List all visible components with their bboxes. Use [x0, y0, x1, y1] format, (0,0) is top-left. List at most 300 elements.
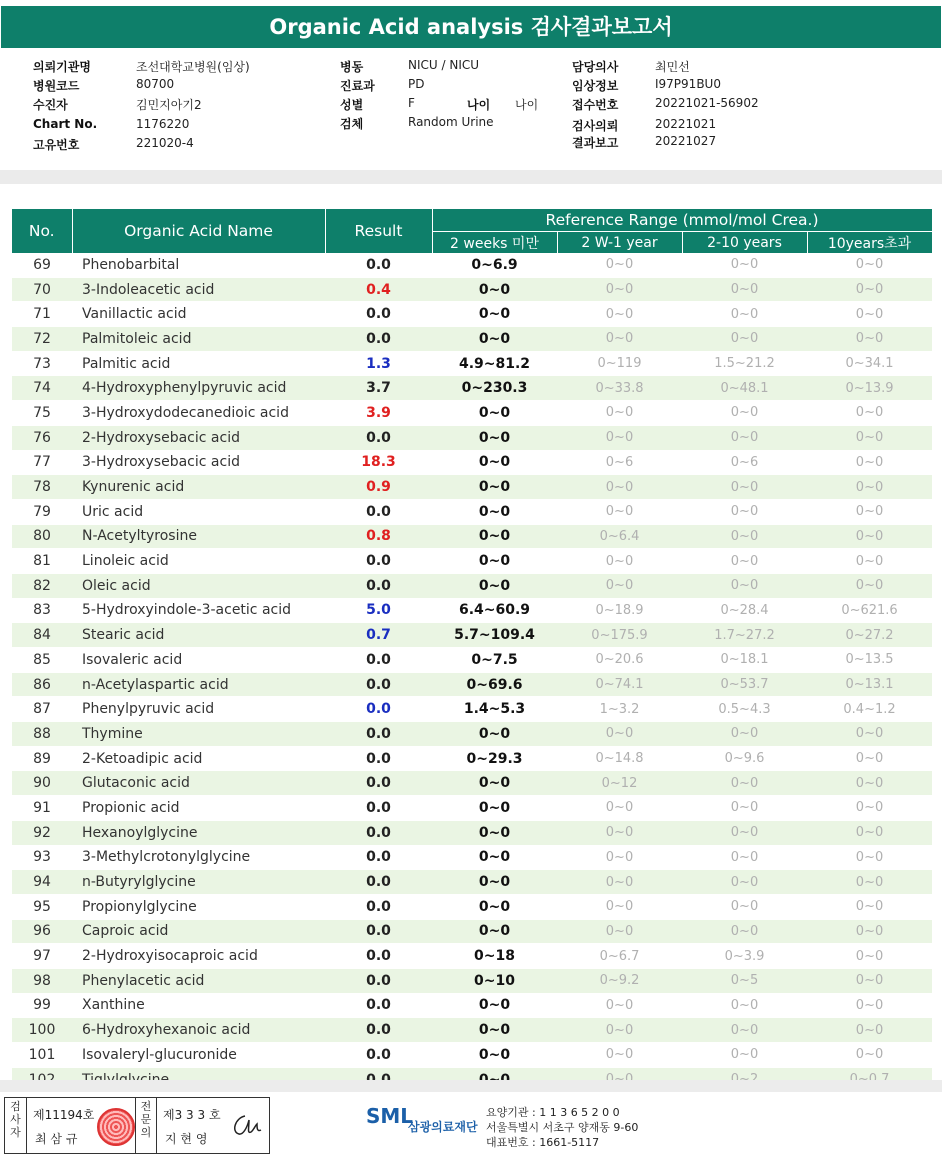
result-value: 0.0 [325, 1018, 432, 1043]
range-10y-plus: 0~0 [807, 425, 932, 450]
range-2weeks: 0~0 [432, 573, 557, 598]
table-row [12, 894, 932, 919]
range-2w-1y: 0~6 [557, 450, 682, 475]
range-10y-plus: 0~0 [807, 401, 932, 426]
range-2-10y: 0~0 [682, 845, 807, 870]
acid-name: Propionic acid [72, 796, 325, 821]
row-number: 83 [12, 598, 72, 623]
range-2weeks: 0~0 [432, 845, 557, 870]
result-value: 0.0 [325, 253, 432, 277]
range-2w-1y: 0~0 [557, 302, 682, 327]
range-2weeks: 0~6.9 [432, 253, 557, 277]
range-10y-plus: 0~0 [807, 253, 932, 277]
info-value: 20221021-56902 [655, 96, 759, 110]
range-10y-plus: 0~0 [807, 549, 932, 574]
row-number: 77 [12, 450, 72, 475]
table-row [12, 993, 932, 1018]
range-2-10y: 0~0 [682, 499, 807, 524]
range-2-10y: 0~0 [682, 302, 807, 327]
section-divider [0, 170, 942, 184]
info-label: 검사의뢰 [572, 119, 619, 133]
acid-name: Isovaleryl-glucuronide [72, 1043, 325, 1068]
range-2-10y: 0~0 [682, 1018, 807, 1043]
range-2weeks: 0~0 [432, 894, 557, 919]
table-row [12, 573, 932, 598]
range-2-10y: 0~0 [682, 993, 807, 1018]
age-value: 나이 [515, 98, 539, 112]
acid-name: n-Butyrylglycine [72, 870, 325, 895]
range-2weeks: 0~0 [432, 450, 557, 475]
range-2weeks: 0~0 [432, 327, 557, 352]
acid-name: Isovaleric acid [72, 648, 325, 673]
info-label: 접수번호 [572, 98, 619, 112]
range-10y-plus: 0~0 [807, 993, 932, 1018]
header-name: Organic Acid Name [72, 209, 325, 253]
range-2-10y: 0~5 [682, 968, 807, 993]
organic-acid-table [12, 209, 933, 1092]
range-10y-plus: 0~0 [807, 499, 932, 524]
range-10y-plus: 0.4~1.2 [807, 697, 932, 722]
range-10y-plus: 0~27.2 [807, 623, 932, 648]
range-2w-1y: 0~0 [557, 894, 682, 919]
table-row [12, 722, 932, 747]
row-number: 91 [12, 796, 72, 821]
range-2w-1y: 0~175.9 [557, 623, 682, 648]
result-value: 0.0 [325, 968, 432, 993]
info-label: 병동 [340, 60, 364, 74]
result-value: 0.0 [325, 672, 432, 697]
table-row [12, 672, 932, 697]
row-number: 74 [12, 376, 72, 401]
acid-name: Xanthine [72, 993, 325, 1018]
range-2-10y: 0~0 [682, 327, 807, 352]
range-2-10y: 0~0 [682, 771, 807, 796]
range-2weeks: 0~18 [432, 944, 557, 969]
info-value: 221020-4 [136, 136, 194, 150]
range-2w-1y: 0~18.9 [557, 598, 682, 623]
result-value: 0.0 [325, 499, 432, 524]
table-row [12, 746, 932, 771]
report-title: Organic Acid analysis 검사결과보고서 [1, 6, 941, 48]
result-value: 0.0 [325, 845, 432, 870]
range-2-10y: 0~0 [682, 253, 807, 277]
info-value: 80700 [136, 77, 175, 91]
row-number: 88 [12, 722, 72, 747]
address: 서울특별시 서초구 양재동 9-60 [486, 1121, 639, 1134]
acid-name: Vanillactic acid [72, 302, 325, 327]
range-2-10y: 0~0 [682, 549, 807, 574]
range-10y-plus: 0~0 [807, 1043, 932, 1068]
acid-name: 3-Hydroxysebacic acid [72, 450, 325, 475]
row-number: 98 [12, 968, 72, 993]
table-row [12, 549, 932, 574]
table-row [12, 796, 932, 821]
range-2w-1y: 0~6.4 [557, 524, 682, 549]
range-2weeks: 5.7~109.4 [432, 623, 557, 648]
range-2w-1y: 0~6.7 [557, 944, 682, 969]
info-value: Random Urine [408, 115, 494, 129]
acid-name: Caproic acid [72, 919, 325, 944]
info-value: I97P91BU0 [655, 77, 721, 91]
range-2weeks: 0~0 [432, 771, 557, 796]
acid-name: Hexanoylglycine [72, 820, 325, 845]
row-number: 96 [12, 919, 72, 944]
table-row [12, 648, 932, 673]
table-row [12, 623, 932, 648]
acid-name: 5-Hydroxyindole-3-acetic acid [72, 598, 325, 623]
table-row [12, 845, 932, 870]
range-2weeks: 0~0 [432, 993, 557, 1018]
result-value: 0.0 [325, 648, 432, 673]
acid-name: 3-Hydroxydodecanedioic acid [72, 401, 325, 426]
range-10y-plus: 0~0 [807, 820, 932, 845]
range-10y-plus: 0~13.9 [807, 376, 932, 401]
table-row [12, 499, 932, 524]
range-2w-1y: 0~0 [557, 425, 682, 450]
institution-code: 요양기관 : 1 1 3 6 5 2 0 0 [486, 1106, 620, 1119]
range-2weeks: 0~69.6 [432, 672, 557, 697]
range-10y-plus: 0~0 [807, 919, 932, 944]
table-row [12, 598, 932, 623]
range-2weeks: 0~0 [432, 475, 557, 500]
range-2-10y: 0~3.9 [682, 944, 807, 969]
range-10y-plus: 0~34.1 [807, 351, 932, 376]
range-10y-plus: 0~0 [807, 845, 932, 870]
range-2-10y: 0~0 [682, 796, 807, 821]
range-2w-1y: 0~0 [557, 573, 682, 598]
table-row [12, 944, 932, 969]
range-2-10y: 0~0 [682, 524, 807, 549]
table-row [12, 376, 932, 401]
acid-name: 2-Ketoadipic acid [72, 746, 325, 771]
result-value: 5.0 [325, 598, 432, 623]
range-2weeks: 0~10 [432, 968, 557, 993]
acid-name: 2-Hydroxyisocaproic acid [72, 944, 325, 969]
range-2weeks: 0~0 [432, 919, 557, 944]
tester-number: 제11194호 [33, 1108, 95, 1122]
range-2w-1y: 0~0 [557, 722, 682, 747]
signature-box [4, 1097, 270, 1154]
acid-name: Kynurenic acid [72, 475, 325, 500]
range-2w-1y: 0~0 [557, 475, 682, 500]
range-2weeks: 0~0 [432, 1043, 557, 1068]
result-value: 0.0 [325, 894, 432, 919]
range-2-10y: 0~18.1 [682, 648, 807, 673]
acid-name: Propionylglycine [72, 894, 325, 919]
range-2w-1y: 0~0 [557, 401, 682, 426]
range-2weeks: 0~230.3 [432, 376, 557, 401]
range-2weeks: 0~0 [432, 499, 557, 524]
range-2weeks: 0~0 [432, 277, 557, 302]
table-row [12, 425, 932, 450]
acid-name: Phenylpyruvic acid [72, 697, 325, 722]
table-row [12, 1018, 932, 1043]
range-2-10y: 0~0 [682, 277, 807, 302]
result-value: 0.0 [325, 425, 432, 450]
acid-name: Oleic acid [72, 573, 325, 598]
age-label: 나이 [467, 98, 491, 112]
range-2w-1y: 0~0 [557, 549, 682, 574]
tester-name: 최 삼 규 [35, 1132, 78, 1146]
acid-name: Phenylacetic acid [72, 968, 325, 993]
result-value: 0.0 [325, 697, 432, 722]
result-value: 0.0 [325, 327, 432, 352]
acid-name: 4-Hydroxyphenylpyruvic acid [72, 376, 325, 401]
result-value: 0.0 [325, 771, 432, 796]
range-10y-plus: 0~0 [807, 573, 932, 598]
info-label: 검체 [340, 117, 364, 131]
range-2w-1y: 0~0 [557, 499, 682, 524]
range-2-10y: 0~0 [682, 475, 807, 500]
range-10y-plus: 0~0 [807, 475, 932, 500]
range-2-10y: 0.5~4.3 [682, 697, 807, 722]
result-value: 0.0 [325, 993, 432, 1018]
tester-label: 검사자 [5, 1098, 27, 1153]
info-label: 임상정보 [572, 79, 619, 93]
range-2w-1y: 0~0 [557, 277, 682, 302]
range-2weeks: 0~0 [432, 549, 557, 574]
range-2w-1y: 0~33.8 [557, 376, 682, 401]
range-2w-1y: 0~74.1 [557, 672, 682, 697]
info-value: 최민선 [655, 60, 690, 74]
info-label: 고유번호 [33, 138, 80, 152]
range-2w-1y: 0~0 [557, 1043, 682, 1068]
result-value: 1.3 [325, 351, 432, 376]
range-2weeks: 0~0 [432, 820, 557, 845]
table-row [12, 919, 932, 944]
range-10y-plus: 0~0 [807, 524, 932, 549]
result-value: 0.0 [325, 1043, 432, 1068]
range-10y-plus: 0~0 [807, 894, 932, 919]
header-range-2-10y: 2-10 years [682, 232, 807, 254]
range-2-10y: 0~6 [682, 450, 807, 475]
result-value: 0.0 [325, 796, 432, 821]
result-value: 0.8 [325, 524, 432, 549]
seal-stamp-icon [97, 1108, 135, 1146]
result-value: 3.9 [325, 401, 432, 426]
range-2weeks: 0~0 [432, 722, 557, 747]
result-value: 0.0 [325, 870, 432, 895]
range-10y-plus: 0~0 [807, 722, 932, 747]
range-10y-plus: 0~0 [807, 796, 932, 821]
specialist-name: 지 현 영 [165, 1132, 208, 1146]
range-2w-1y: 0~0 [557, 1018, 682, 1043]
acid-name: Stearic acid [72, 623, 325, 648]
range-2w-1y: 0~0 [557, 919, 682, 944]
table-row [12, 302, 932, 327]
table-row [12, 820, 932, 845]
result-value: 0.0 [325, 722, 432, 747]
info-label: 결과보고 [572, 136, 619, 150]
table-row [12, 524, 932, 549]
range-2-10y: 0~53.7 [682, 672, 807, 697]
specialist-label: 전문의 [135, 1098, 157, 1153]
header-range-10y-plus: 10years초과 [807, 232, 932, 254]
row-number: 90 [12, 771, 72, 796]
range-2w-1y: 0~0 [557, 993, 682, 1018]
row-number: 97 [12, 944, 72, 969]
table-row [12, 475, 932, 500]
header-range-2w-1y: 2 W-1 year [557, 232, 682, 254]
range-2-10y: 0~0 [682, 919, 807, 944]
info-value: F [408, 96, 415, 110]
acid-name: Uric acid [72, 499, 325, 524]
range-10y-plus: 0~13.1 [807, 672, 932, 697]
range-2-10y: 0~0 [682, 1043, 807, 1068]
row-number: 100 [12, 1018, 72, 1043]
table-row [12, 327, 932, 352]
footer-divider [0, 1080, 942, 1092]
info-label: Chart No. [33, 117, 98, 131]
range-2-10y: 1.5~21.2 [682, 351, 807, 376]
info-label: 성별 [340, 98, 364, 112]
info-label: 진료과 [340, 79, 375, 93]
row-number: 94 [12, 870, 72, 895]
row-number: 69 [12, 253, 72, 277]
range-2weeks: 0~0 [432, 524, 557, 549]
range-10y-plus: 0~0 [807, 771, 932, 796]
acid-name: Glutaconic acid [72, 771, 325, 796]
range-2-10y: 0~48.1 [682, 376, 807, 401]
info-label: 수진자 [33, 98, 68, 112]
result-value: 0.0 [325, 549, 432, 574]
result-value: 0.0 [325, 302, 432, 327]
info-value: PD [408, 77, 425, 91]
info-value: 20221027 [655, 134, 717, 148]
range-2weeks: 1.4~5.3 [432, 697, 557, 722]
row-number: 89 [12, 746, 72, 771]
row-number: 85 [12, 648, 72, 673]
range-2weeks: 0~29.3 [432, 746, 557, 771]
row-number: 84 [12, 623, 72, 648]
org-name: 삼광의료재단 [408, 1120, 478, 1134]
row-number: 82 [12, 573, 72, 598]
result-value: 0.4 [325, 277, 432, 302]
range-2-10y: 0~0 [682, 401, 807, 426]
range-2w-1y: 1~3.2 [557, 697, 682, 722]
acid-name: Phenobarbital [72, 253, 325, 277]
range-2w-1y: 0~0 [557, 327, 682, 352]
phone: 대표번호 : 1661-5117 [486, 1136, 600, 1149]
range-2-10y: 0~0 [682, 894, 807, 919]
range-2weeks: 0~0 [432, 1018, 557, 1043]
table-row [12, 277, 932, 302]
header-range-2weeks: 2 weeks 미만 [432, 232, 557, 254]
table-row [12, 351, 932, 376]
acid-name: Linoleic acid [72, 549, 325, 574]
row-number: 87 [12, 697, 72, 722]
range-2w-1y: 0~9.2 [557, 968, 682, 993]
acid-name: 3-Indoleacetic acid [72, 277, 325, 302]
result-value: 0.0 [325, 746, 432, 771]
range-2-10y: 0~28.4 [682, 598, 807, 623]
row-number: 70 [12, 277, 72, 302]
info-value: 20221021 [655, 117, 717, 131]
range-10y-plus: 0~0 [807, 746, 932, 771]
range-10y-plus: 0~0 [807, 968, 932, 993]
row-number: 78 [12, 475, 72, 500]
range-2-10y: 1.7~27.2 [682, 623, 807, 648]
row-number: 72 [12, 327, 72, 352]
acid-name: 6-Hydroxyhexanoic acid [72, 1018, 325, 1043]
row-number: 92 [12, 820, 72, 845]
result-value: 0.0 [325, 944, 432, 969]
acid-name: 3-Methylcrotonylglycine [72, 845, 325, 870]
info-label: 담당의사 [572, 60, 619, 74]
range-2w-1y: 0~0 [557, 845, 682, 870]
row-number: 80 [12, 524, 72, 549]
range-10y-plus: 0~0 [807, 277, 932, 302]
range-2weeks: 0~0 [432, 796, 557, 821]
range-2weeks: 0~0 [432, 401, 557, 426]
range-2w-1y: 0~0 [557, 253, 682, 277]
row-number: 73 [12, 351, 72, 376]
row-number: 101 [12, 1043, 72, 1068]
range-2weeks: 0~0 [432, 870, 557, 895]
range-2w-1y: 0~0 [557, 796, 682, 821]
range-10y-plus: 0~0 [807, 870, 932, 895]
result-value: 0.7 [325, 623, 432, 648]
info-label: 병원코드 [33, 79, 80, 93]
range-2weeks: 0~7.5 [432, 648, 557, 673]
row-number: 81 [12, 549, 72, 574]
result-value: 3.7 [325, 376, 432, 401]
range-10y-plus: 0~0 [807, 944, 932, 969]
row-number: 75 [12, 401, 72, 426]
signature-icon [227, 1110, 263, 1140]
row-number: 79 [12, 499, 72, 524]
range-2w-1y: 0~0 [557, 820, 682, 845]
sml-logo: SML [366, 1104, 414, 1128]
header-reference-range: Reference Range (mmol/mol Crea.) [432, 209, 932, 232]
result-value: 0.0 [325, 573, 432, 598]
patient-info [0, 50, 942, 168]
range-2-10y: 0~0 [682, 425, 807, 450]
acid-name: Palmitoleic acid [72, 327, 325, 352]
info-label: 의뢰기관명 [33, 60, 91, 74]
result-value: 18.3 [325, 450, 432, 475]
range-2-10y: 0~0 [682, 820, 807, 845]
range-2-10y: 0~0 [682, 722, 807, 747]
acid-name: 2-Hydroxysebacic acid [72, 425, 325, 450]
row-number: 99 [12, 993, 72, 1018]
acid-name: n-Acetylaspartic acid [72, 672, 325, 697]
result-value: 0.0 [325, 919, 432, 944]
row-number: 95 [12, 894, 72, 919]
range-10y-plus: 0~0 [807, 1018, 932, 1043]
range-10y-plus: 0~0 [807, 302, 932, 327]
range-2w-1y: 0~119 [557, 351, 682, 376]
row-number: 86 [12, 672, 72, 697]
table-row [12, 968, 932, 993]
specialist-number: 제3 3 3 호 [163, 1108, 221, 1122]
acid-name: Palmitic acid [72, 351, 325, 376]
range-2weeks: 0~0 [432, 302, 557, 327]
contact-info [486, 1105, 638, 1150]
range-10y-plus: 0~0 [807, 450, 932, 475]
range-10y-plus: 0~0 [807, 327, 932, 352]
row-number: 71 [12, 302, 72, 327]
range-2-10y: 0~0 [682, 573, 807, 598]
header-no: No. [12, 209, 72, 253]
range-2weeks: 4.9~81.2 [432, 351, 557, 376]
range-2weeks: 0~0 [432, 425, 557, 450]
acid-name: N-Acetyltyrosine [72, 524, 325, 549]
info-value: 조선대학교병원(임상) [136, 60, 250, 74]
table-row [12, 697, 932, 722]
result-value: 0.0 [325, 820, 432, 845]
table-row [12, 253, 932, 277]
